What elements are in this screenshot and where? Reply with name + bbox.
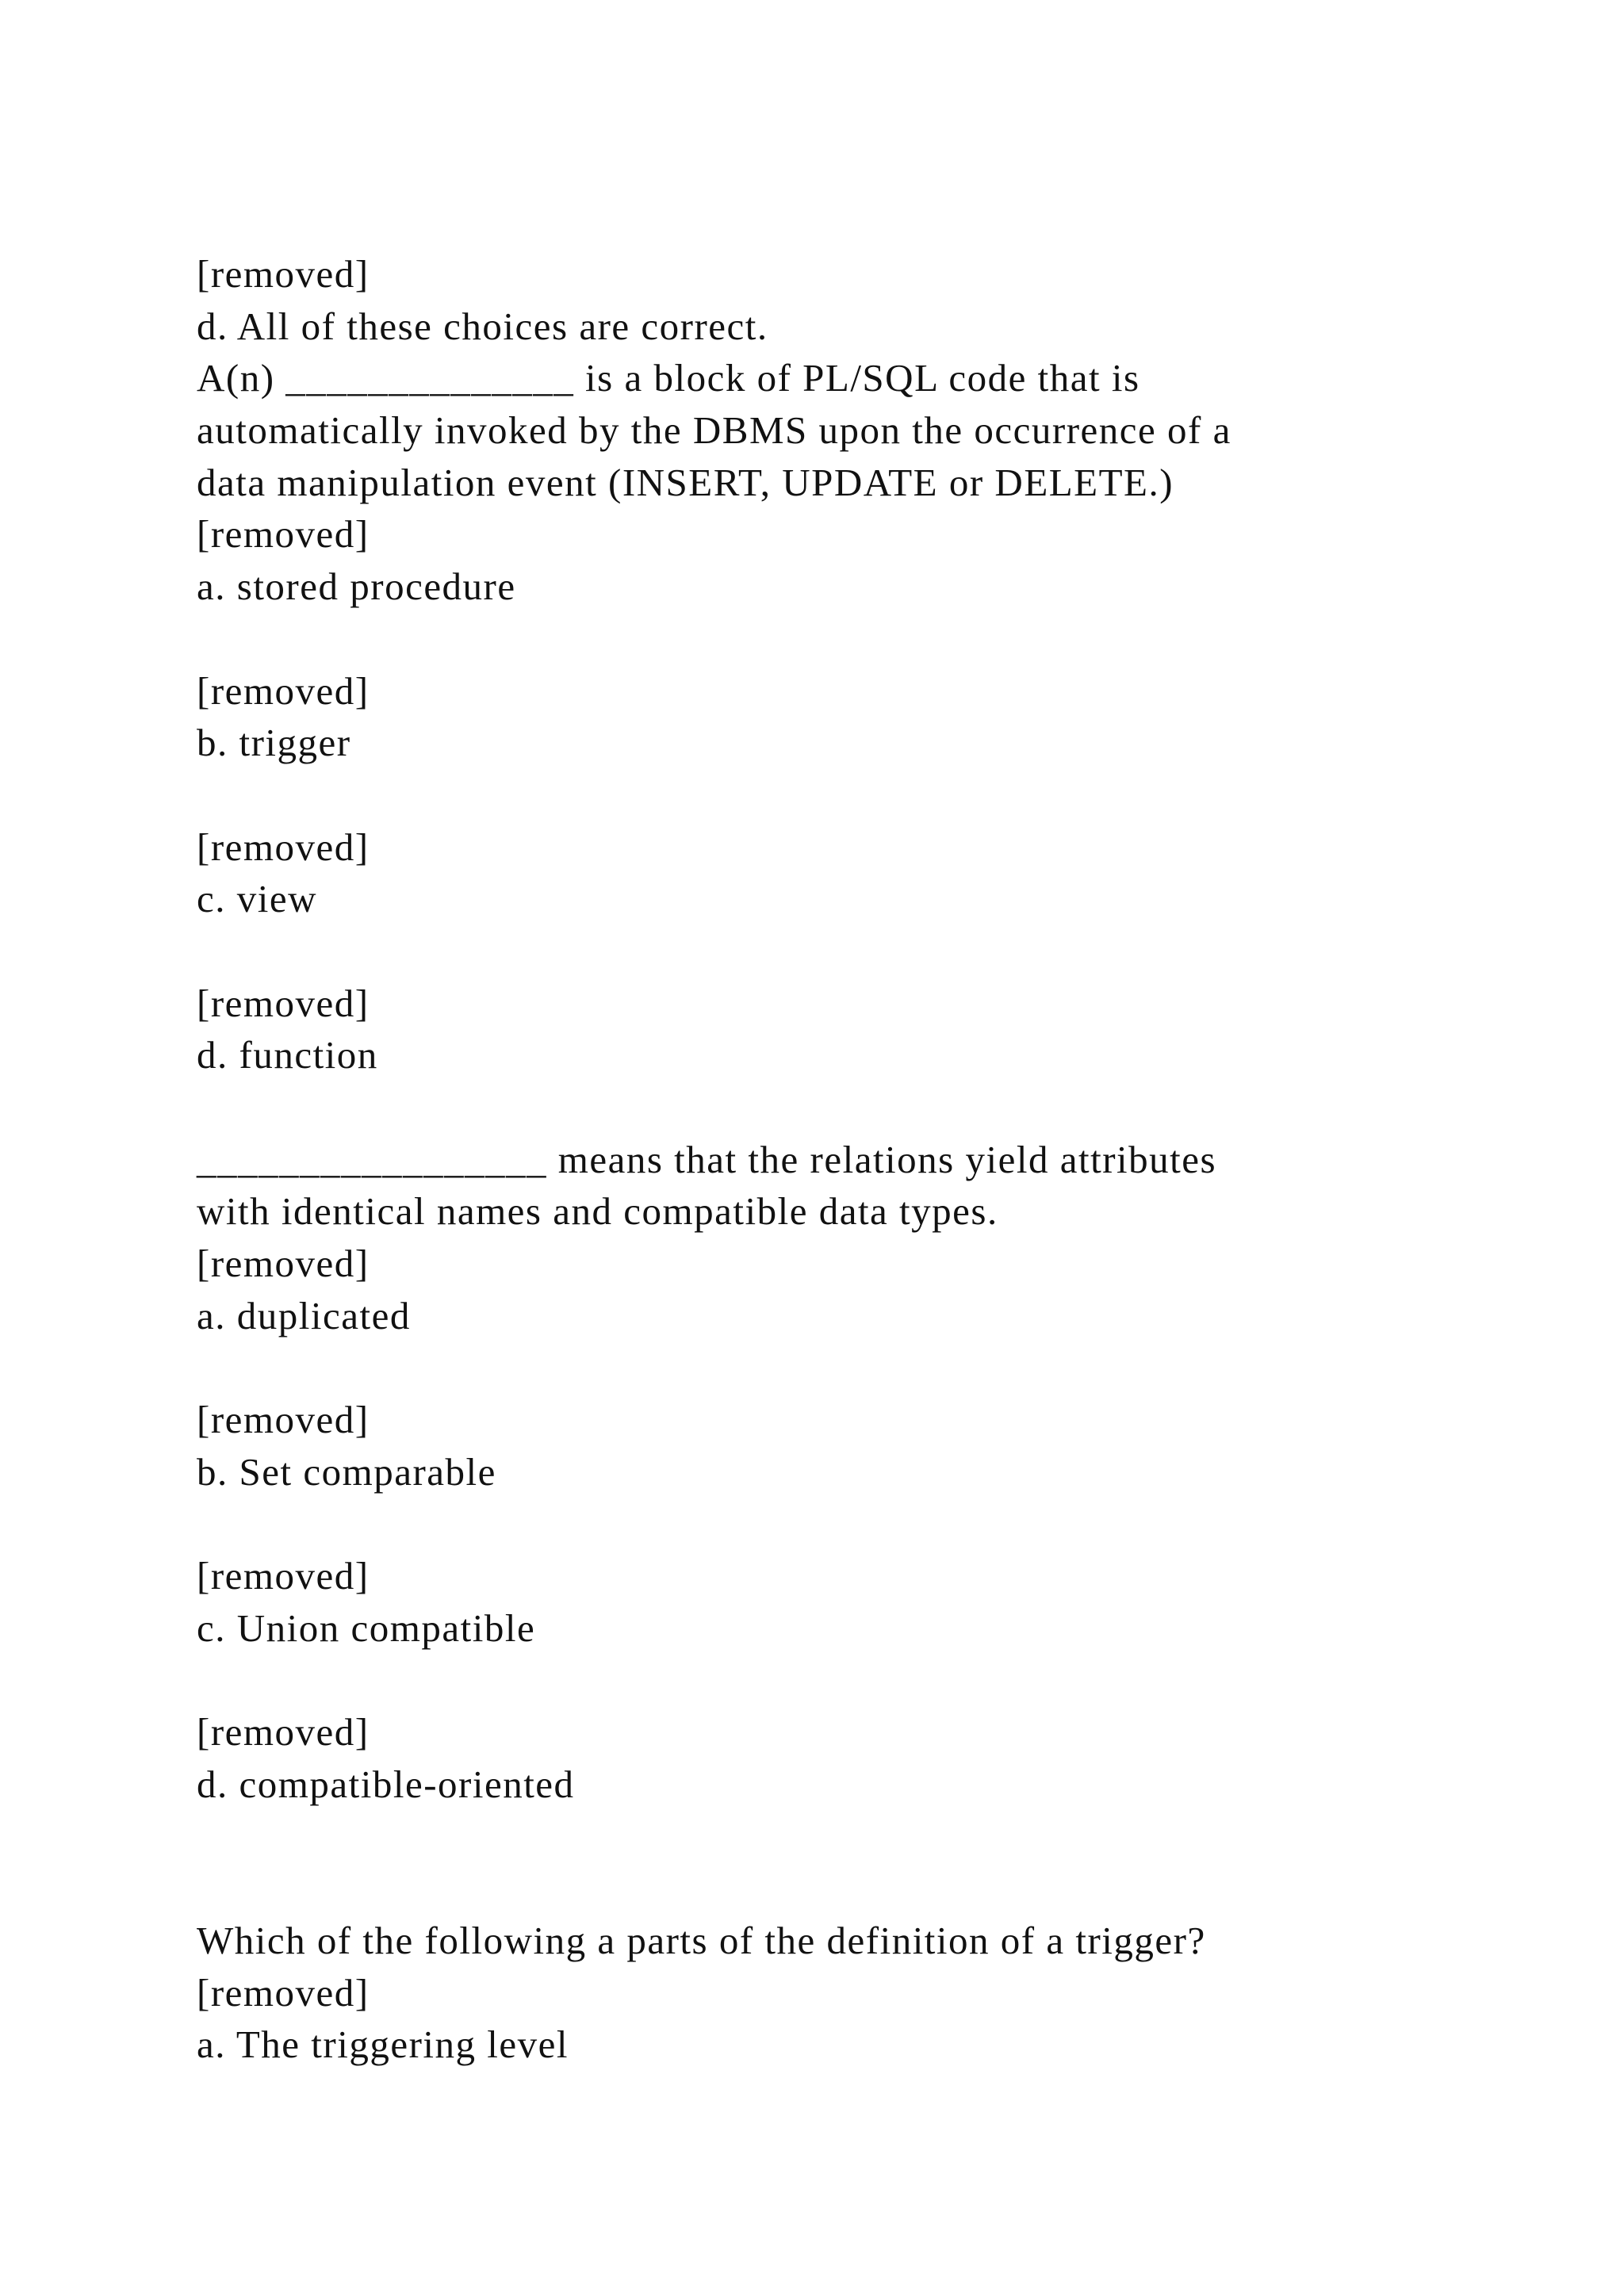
answer-option-d: d. All of these choices are correct. bbox=[197, 304, 768, 348]
answer-option-c: c. Union compatible bbox=[197, 1605, 536, 1650]
answer-option-a: a. The triggering level bbox=[197, 2022, 569, 2067]
question-text: A(n) ______________ is a block of PL/SQL code that is bbox=[197, 356, 1140, 400]
spacer bbox=[197, 1081, 1465, 1134]
answer-option-b: b. trigger bbox=[197, 721, 351, 765]
removed-marker: [removed] bbox=[197, 1398, 370, 1442]
spacer bbox=[197, 613, 1465, 665]
removed-marker: [removed] bbox=[197, 252, 370, 296]
removed-marker: [removed] bbox=[197, 1242, 370, 1286]
spacer bbox=[197, 1655, 1465, 1707]
removed-marker: [removed] bbox=[197, 825, 370, 869]
spacer bbox=[197, 1498, 1465, 1551]
removed-marker: [removed] bbox=[197, 981, 370, 1025]
answer-option-c: c. view bbox=[197, 877, 317, 921]
question-text: Which of the following a parts of the definition of a trigger? bbox=[197, 1919, 1206, 1963]
spacer bbox=[197, 1341, 1465, 1394]
removed-marker: [removed] bbox=[197, 668, 370, 713]
answer-option-b: b. Set comparable bbox=[197, 1449, 496, 1494]
spacer bbox=[197, 1811, 1465, 1915]
question-text: with identical names and compatible data types. bbox=[197, 1189, 998, 1234]
removed-marker: [removed] bbox=[197, 1710, 370, 1755]
spacer bbox=[197, 769, 1465, 821]
question-text: data manipulation event (INSERT, UPDATE or DELETE.) bbox=[197, 460, 1174, 504]
answer-option-a: a. stored procedure bbox=[197, 564, 516, 609]
question-text: automatically invoked by the DBMS upon the occurrence of a bbox=[197, 408, 1231, 453]
answer-option-d: d. compatible-oriented bbox=[197, 1762, 575, 1806]
removed-marker: [removed] bbox=[197, 512, 370, 557]
removed-marker: [removed] bbox=[197, 1970, 370, 2015]
answer-option-d: d. function bbox=[197, 1033, 378, 1077]
removed-marker: [removed] bbox=[197, 1554, 370, 1598]
document-body bbox=[197, 248, 1465, 2071]
answer-option-a: a. duplicated bbox=[197, 1293, 411, 1337]
spacer bbox=[197, 925, 1465, 978]
question-text: _________________ means that the relations yield attributes bbox=[197, 1137, 1217, 1181]
